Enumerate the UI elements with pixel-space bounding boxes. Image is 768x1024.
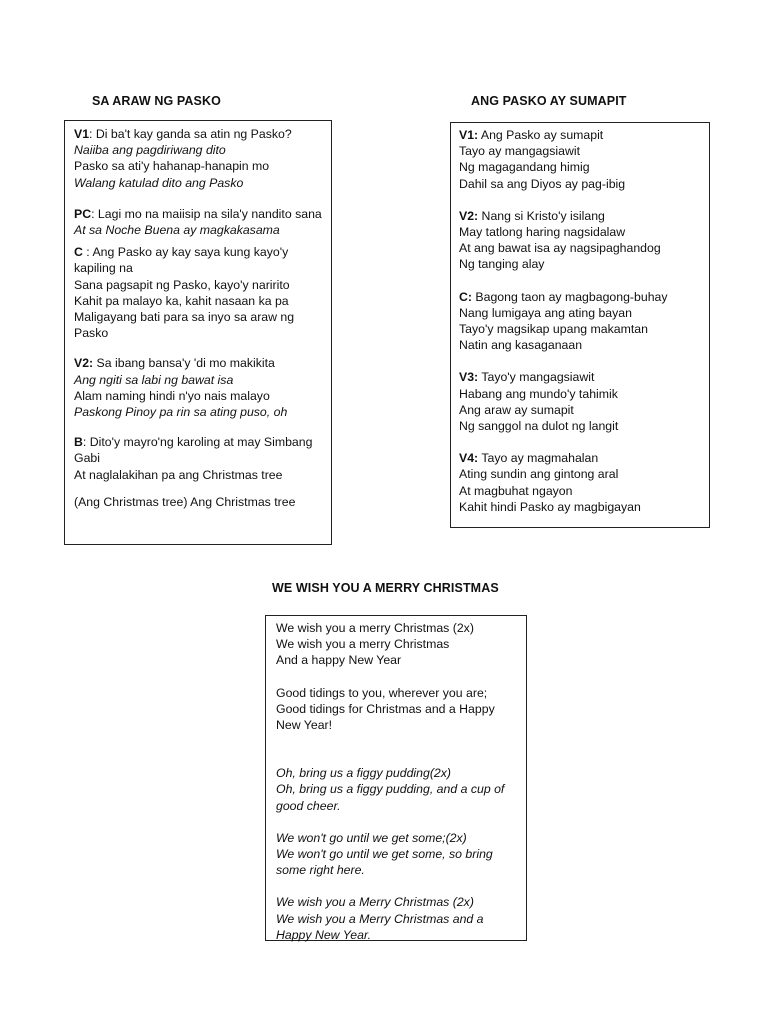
song3-lyrics-box bbox=[265, 615, 527, 941]
song2-v3-line4: Ng sanggol na dulot ng langit bbox=[459, 419, 619, 434]
song3-title: WE WISH YOU A MERRY CHRISTMAS bbox=[272, 581, 499, 595]
song2-v1-line3: Ng magagandang himig bbox=[459, 160, 590, 175]
song3-s4-line2: We won't go until we get some, so bring some right here. bbox=[276, 847, 493, 878]
song1-c-line4: Maligayang bati para sa inyo sa araw ng Pasko bbox=[74, 310, 295, 341]
song3-s2-line1: Good tidings to you, wherever you are; bbox=[276, 685, 488, 700]
song2-v2-line4: Ng tanging alay bbox=[459, 257, 545, 272]
song2-v4-line2: Ating sundin ang gintong aral bbox=[459, 467, 619, 482]
song1-v2-line4: Paskong Pinoy pa rin sa ating puso, oh bbox=[74, 405, 288, 420]
song1-v2-line2: Ang ngiti sa labi ng bawat isa bbox=[74, 372, 234, 387]
song2-c-line1: C: Bagong taon ay magbagong-buhay bbox=[459, 289, 668, 304]
song3-s1-line2: We wish you a merry Christmas bbox=[276, 637, 450, 652]
song2-v1-line2: Tayo ay mangagsiawit bbox=[459, 144, 580, 159]
song2-v2-line2: May tatlong haring nagsidalaw bbox=[459, 225, 626, 240]
song2-v1-line1: V1: Ang Pasko ay sumapit bbox=[459, 128, 604, 142]
song1-outro: (Ang Christmas tree) Ang Christmas tree bbox=[74, 494, 296, 509]
song1-title: SA ARAW NG PASKO bbox=[92, 94, 221, 108]
song2-v3-line2: Habang ang mundo'y tahimik bbox=[459, 386, 618, 401]
song1-pc-line1: PC: Lagi mo na maiisip na sila'y nandito sana bbox=[74, 206, 322, 221]
song3-s1-line1: We wish you a merry Christmas (2x) bbox=[276, 621, 474, 635]
song1-v1-line2: Naiiba ang pagdiriwang dito bbox=[74, 143, 226, 158]
song2-v4-line4: Kahit hindi Pasko ay magbigayan bbox=[459, 499, 641, 514]
song2-v2-line3: At ang bawat isa ay nagsipaghandog bbox=[459, 241, 661, 256]
song2-c-line3: Tayo'y magsikap upang makamtan bbox=[459, 322, 648, 337]
song2-v1-line4: Dahil sa ang Diyos ay pag-ibig bbox=[459, 176, 626, 191]
song3-s4-line1: We won't go until we get some;(2x) bbox=[276, 830, 467, 845]
song3-s5-line2: We wish you a Merry Christmas and a Happy New Year. bbox=[276, 911, 484, 942]
song2-v3-line3: Ang araw ay sumapit bbox=[459, 402, 574, 417]
song1-pc-line2: At sa Noche Buena ay magkakasama bbox=[74, 223, 280, 238]
song1-v1-line4: Walang katulad dito ang Pasko bbox=[74, 175, 244, 190]
song1-v2-line3: Alam naming hindi n'yo nais malayo bbox=[74, 388, 270, 403]
song3-s1-line3: And a happy New Year bbox=[276, 653, 402, 668]
song1-c-line2: Sana pagsapit ng Pasko, kayo'y naririto bbox=[74, 277, 290, 292]
song2-c-line2: Nang lumigaya ang ating bayan bbox=[459, 305, 632, 320]
song3-s5-line1: We wish you a Merry Christmas (2x) bbox=[276, 895, 474, 910]
song3-s2-line2: Good tidings for Christmas and a Happy New Year! bbox=[276, 701, 495, 733]
song2-title: ANG PASKO AY SUMAPIT bbox=[471, 94, 627, 108]
song2-v2-line1: V2: Nang si Kristo'y isilang bbox=[459, 208, 605, 223]
song1-b-line1: B: Dito'y mayro'ng karoling at may Simbang Gabi bbox=[74, 435, 313, 466]
song1-c-line3: Kahit pa malayo ka, kahit nasaan ka pa bbox=[74, 293, 289, 308]
song2-v3-line1: V3: Tayo'y mangagsiawit bbox=[459, 370, 595, 385]
song1-v1-line1: V1: Di ba't kay ganda sa atin ng Pasko? bbox=[74, 127, 292, 141]
song3-s3-line1: Oh, bring us a figgy pudding(2x) bbox=[276, 766, 451, 781]
song1-v2-line1: V2: Sa ibang bansa'y 'di mo makikita bbox=[74, 356, 275, 371]
song1-v1-line3: Pasko sa ati'y hahanap-hanapin mo bbox=[74, 159, 270, 174]
song1-b-line2: At naglalakihan pa ang Christmas tree bbox=[74, 467, 283, 482]
song1-lyrics-box bbox=[64, 120, 332, 545]
song2-c-line4: Natin ang kasaganaan bbox=[459, 338, 583, 353]
song2-lyrics-box bbox=[450, 122, 710, 528]
song3-s3-line2: Oh, bring us a figgy pudding, and a cup of good cheer. bbox=[276, 782, 505, 813]
song1-c-line1: C : Ang Pasko ay kay saya kung kayo'y kapiling na bbox=[74, 245, 289, 276]
song2-v4-line1: V4: Tayo ay magmahalan bbox=[459, 451, 599, 466]
song2-v4-line3: At magbuhat ngayon bbox=[459, 483, 573, 498]
